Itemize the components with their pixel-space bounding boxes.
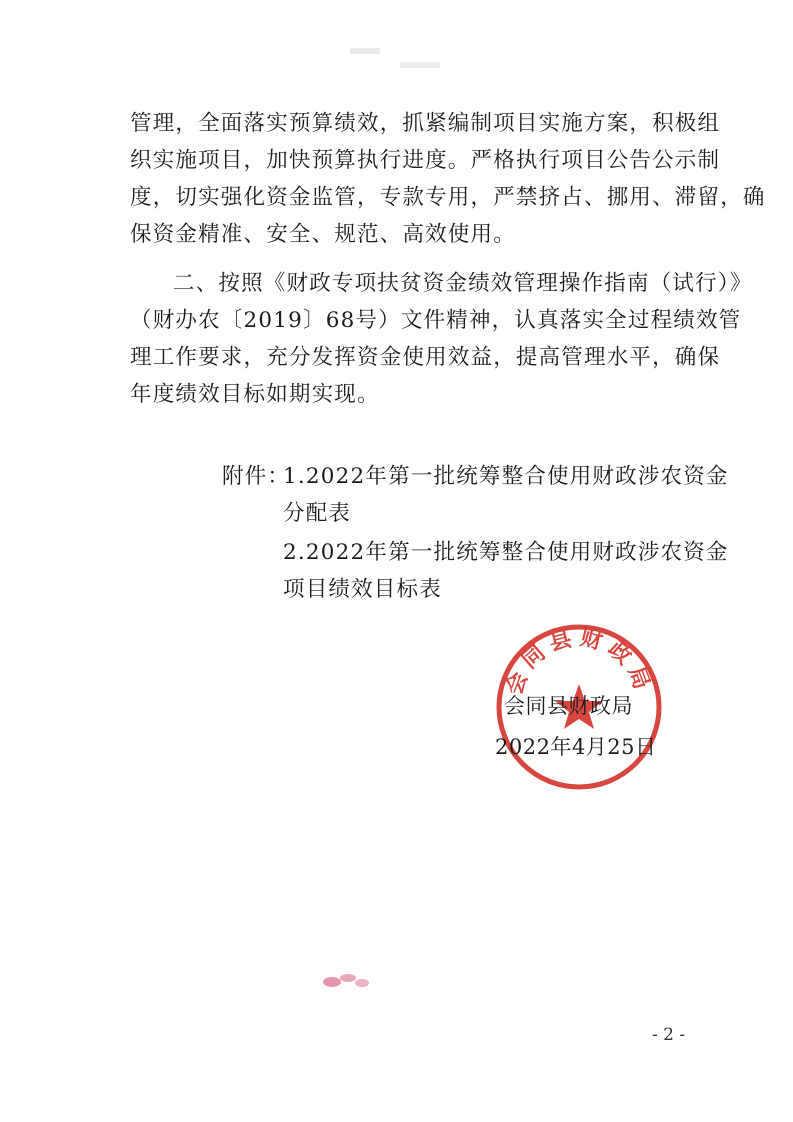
- signature-organization: 会同县财政局: [504, 694, 633, 718]
- body-paragraph-2: [130, 265, 753, 413]
- paragraph-line: 保资金精准、安全、规范、高效使用。: [130, 222, 516, 247]
- faint-bleed-through-marks: [330, 40, 470, 80]
- attachment-line: 项目绩效目标表: [283, 577, 442, 602]
- paragraph-line: （财办农〔2019〕68号）文件精神，认真落实全过程绩效管: [130, 308, 742, 333]
- page-number: - 2 -: [652, 1025, 686, 1045]
- ink-smudge: [318, 968, 378, 992]
- paragraph-line: 理工作要求，充分发挥资金使用效益，提高管理水平，确保: [130, 345, 721, 370]
- paragraph-line: 管理，全面落实预算绩效，抓紧编制项目实施方案，积极组: [130, 111, 721, 136]
- body-paragraph-1: [130, 105, 766, 253]
- paragraph-line: 年度绩效目标如期实现。: [130, 382, 380, 407]
- paragraph-line: 织实施项目，加快预算执行进度。严格执行项目公告公示制: [130, 148, 721, 173]
- svg-text:会同县财政局: 会同县财政局: [502, 625, 656, 699]
- paragraph-line: 度，切实强化资金监管，专款专用，严禁挤占、挪用、滞留，确: [130, 185, 766, 210]
- attachment-item-1: [283, 458, 729, 532]
- attachment-item-2: [283, 534, 729, 608]
- paragraph-line: 二、按照《财政专项扶贫资金绩效管理操作指南（试行）》: [173, 271, 753, 296]
- attachment-line: 分配表: [283, 501, 352, 526]
- attachment-line: 2.2022年第一批统筹整合使用财政涉农资金: [283, 540, 729, 565]
- attachments-label: 附件：: [222, 464, 291, 489]
- attachment-line: 1.2022年第一批统筹整合使用财政涉农资金: [283, 464, 729, 489]
- signature-date: 2022年4月25日: [495, 735, 657, 759]
